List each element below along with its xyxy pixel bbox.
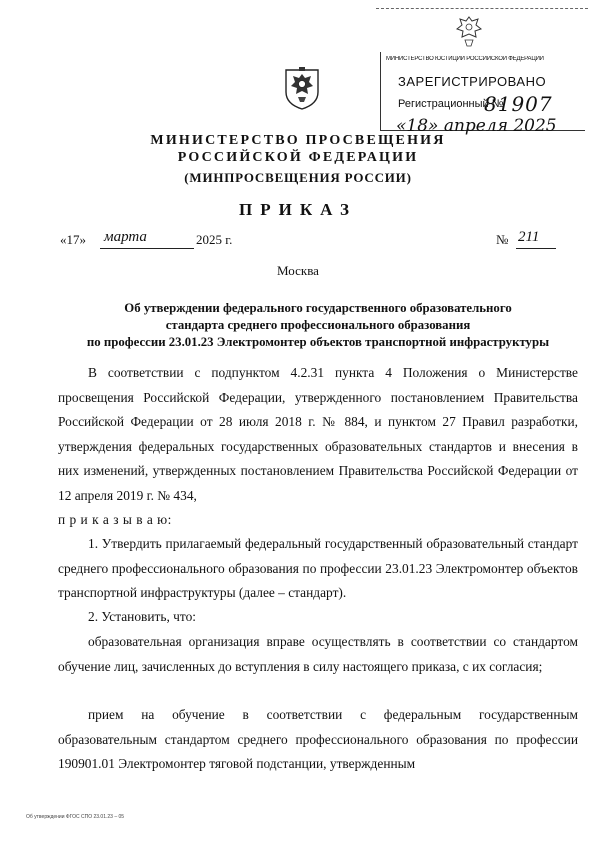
- stamp-status: ЗАРЕГИСТРИРОВАНО: [398, 74, 547, 89]
- title-line3: по профессии 23.01.23 Электромонтер объектов транспортной инфраструктуры: [86, 335, 550, 349]
- stamp-agency: МИНИСТЕРСТВО ЮСТИЦИИ РОССИЙСКОЙ ФЕДЕРАЦИИ: [386, 56, 544, 62]
- order-number: 211: [518, 229, 540, 245]
- paragraph-3: [58, 630, 578, 679]
- date-year: 2025 г.: [196, 232, 233, 247]
- preamble-text: В соответствии с подпунктом 4.2.31 пункта 4 Положения о Министерстве просвещения Российской Федерации, утвержденного постановлением Правительства Российской Федерации от 28 июля 2018 г. № 884, и пунктом 27 Правил разработки, утверждения федеральных государственных образовательных стандартов и внесения в них изменений, утвержденных постановлением Правительства Российской Федерации от 12 апреля 2019 г. № 434,: [58, 365, 578, 503]
- order-verb: п р и к а з ы в а ю:: [58, 512, 172, 527]
- ministry-line1: МИНИСТЕРСТВО ПРОСВЕЩЕНИЯ: [150, 133, 446, 148]
- ministry-short-name: (МИНПРОСВЕЩЕНИЯ РОССИИ): [184, 170, 412, 185]
- stamp-top-border: [376, 8, 588, 10]
- date-month: марта: [104, 229, 147, 245]
- preamble-paragraph: [58, 361, 578, 533]
- ministry-name: [120, 132, 476, 166]
- paragraph-1: [58, 532, 578, 606]
- paragraph-4-text: прием на обучение в соответствии с федеральным государственным образовательным стандартом среднего профессионального образования по профессии 190901.01 Электромонтер тяговой подстанции, утвержденным: [58, 707, 578, 771]
- date-month-underline: [100, 248, 194, 249]
- stamp-emblem-icon: [454, 14, 484, 50]
- order-number-label: №: [496, 232, 509, 247]
- title-line1: Об утверждении федерального государственного образовательного: [124, 301, 512, 315]
- stamp-reg-number: 81907: [484, 92, 553, 116]
- stamp-reg-date: «18» апреля 2025: [396, 116, 557, 136]
- footer-reference: Об утверждении ФГОС СПО 23.01.23 – 05: [26, 814, 125, 820]
- city: Москва: [277, 263, 319, 278]
- date-number-row: [60, 229, 580, 254]
- title-line2: стандарта среднего профессионального образования: [165, 318, 471, 332]
- paragraph-4: [58, 703, 578, 777]
- order-number-underline: [516, 248, 556, 249]
- state-emblem-icon: [282, 64, 322, 110]
- ministry-line2: РОССИЙСКОЙ ФЕДЕРАЦИИ: [177, 150, 419, 165]
- registration-stamp: [376, 8, 588, 134]
- document-type: ПРИКАЗ: [239, 200, 357, 219]
- date-day: «17»: [60, 232, 86, 247]
- paragraph-3-text: образовательная организация вправе осуществлять в соответствии со стандартом обучение лиц, зачисленных до вступления в силу настоящего приказа, с их согласия;: [58, 634, 578, 674]
- order-title: [58, 300, 578, 351]
- paragraph-1-text: 1. Утвердить прилагаемый федеральный государственный образовательный стандарт среднего профессионального образования по профессии 23.01.23 Электромонтер объектов транспортной инфраструктуры (далее – стандарт).: [58, 536, 578, 600]
- paragraph-2-text: 2. Установить, что:: [88, 609, 196, 624]
- stamp-reg-label: Регистрационный №: [398, 98, 504, 110]
- paragraph-2: [58, 605, 578, 630]
